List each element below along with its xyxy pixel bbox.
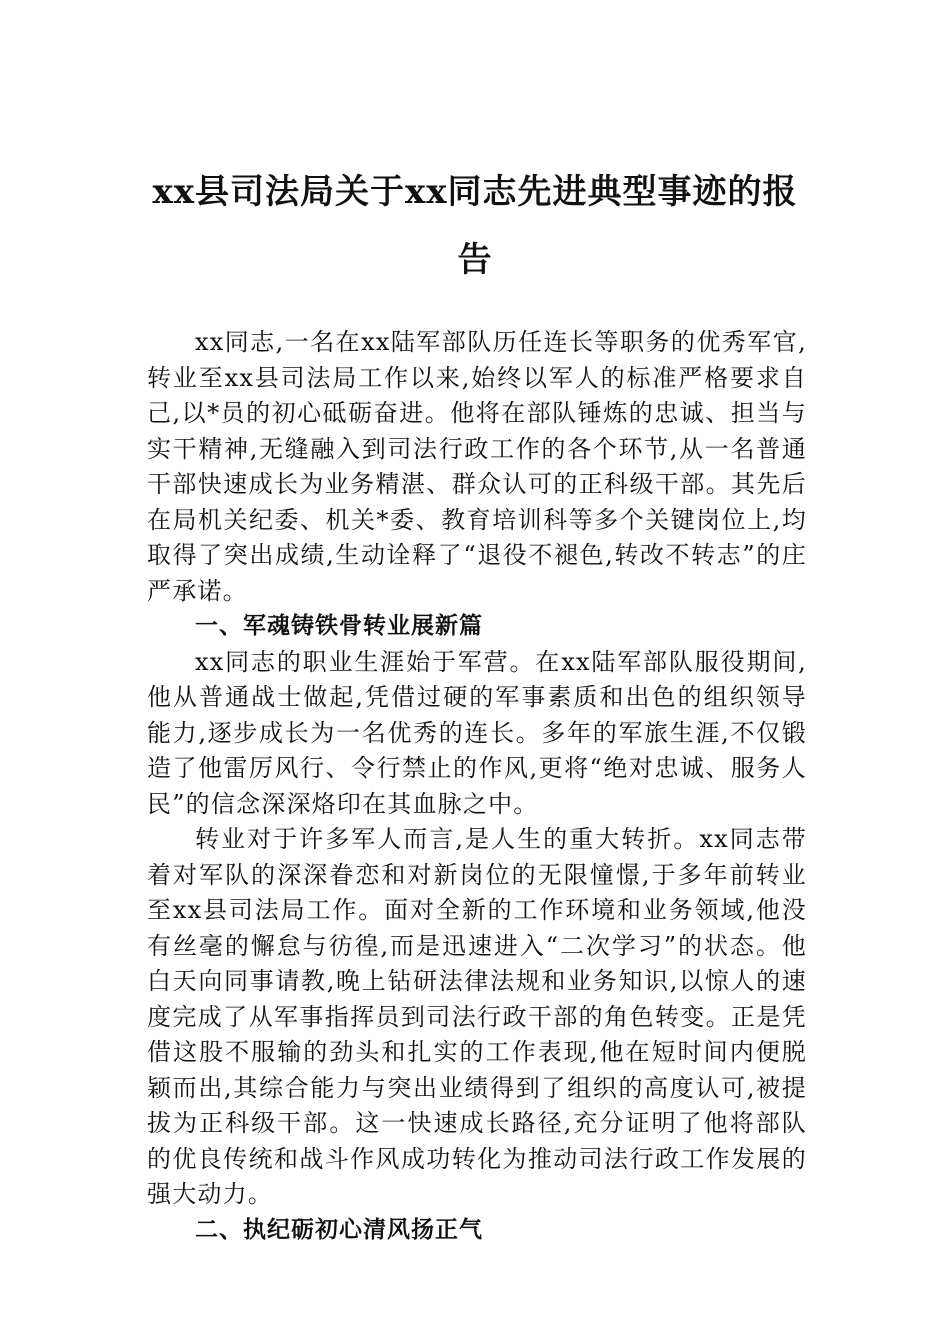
- document-body: [147, 325, 807, 1248]
- intro-paragraph: xx同志,一名在xx陆军部队历任连长等职务的优秀军官,转业至xx县司法局工作以来,始终以军人的标准严格要求自己,以*员的初心砥砺奋进。他将在部队锤炼的忠诚、担当与实干精神,无缝融入到司法行政工作的各个环节,从一名普通干部快速成长为业务精湛、群众认可的正科级干部。其先后在局机关纪委、机关*委、教育培训科等多个关键岗位上,均取得了突出成绩,生动诠释了“退役不褪色,转改不转志”的庄严承诺。: [147, 328, 807, 605]
- section-2-heading: 二、执纪砺初心清风扬正气: [195, 1216, 483, 1243]
- document-title: xx县司法局关于xx同志先进典型事迹的报告: [152, 172, 798, 280]
- section-1-heading: 一、军魂铸铁骨转业展新篇: [195, 613, 483, 639]
- section-1-paragraph-2: 转业对于许多军人而言,是人生的重大转折。xx同志带着对军队的深深眷恋和对新岗位的无限憧憬,于多年前转业至xx县司法局工作。面对全新的工作环境和业务领域,他没有丝毫的懈怠与彷徨,而是迅速进入“二次学习”的状态。他白天向同事请教,晚上钻研法律法规和业务知识,以惊人的速度完成了从军事指挥员到司法行政干部的角色转变。正是凭借这股不服输的劲头和扎实的工作表现,他在短时间内便脱颖而出,其综合能力与突出业绩得到了组织的高度认可,被提拔为正科级干部。这一快速成长路径,充分证明了他将部队的优良传统和战斗作风成功转化为推动司法行政工作发展的强大动力。: [147, 825, 807, 1208]
- section-1-paragraph-1: xx同志的职业生涯始于军营。在xx陆军部队服役期间,他从普通战士做起,凭借过硬的军事素质和出色的组织领导能力,逐步成长为一名优秀的连长。多年的军旅生涯,不仅锻造了他雷厉风行、令行禁止的作风,更将“绝对忠诚、服务人民”的信念深深烙印在其血脉之中。: [147, 647, 807, 818]
